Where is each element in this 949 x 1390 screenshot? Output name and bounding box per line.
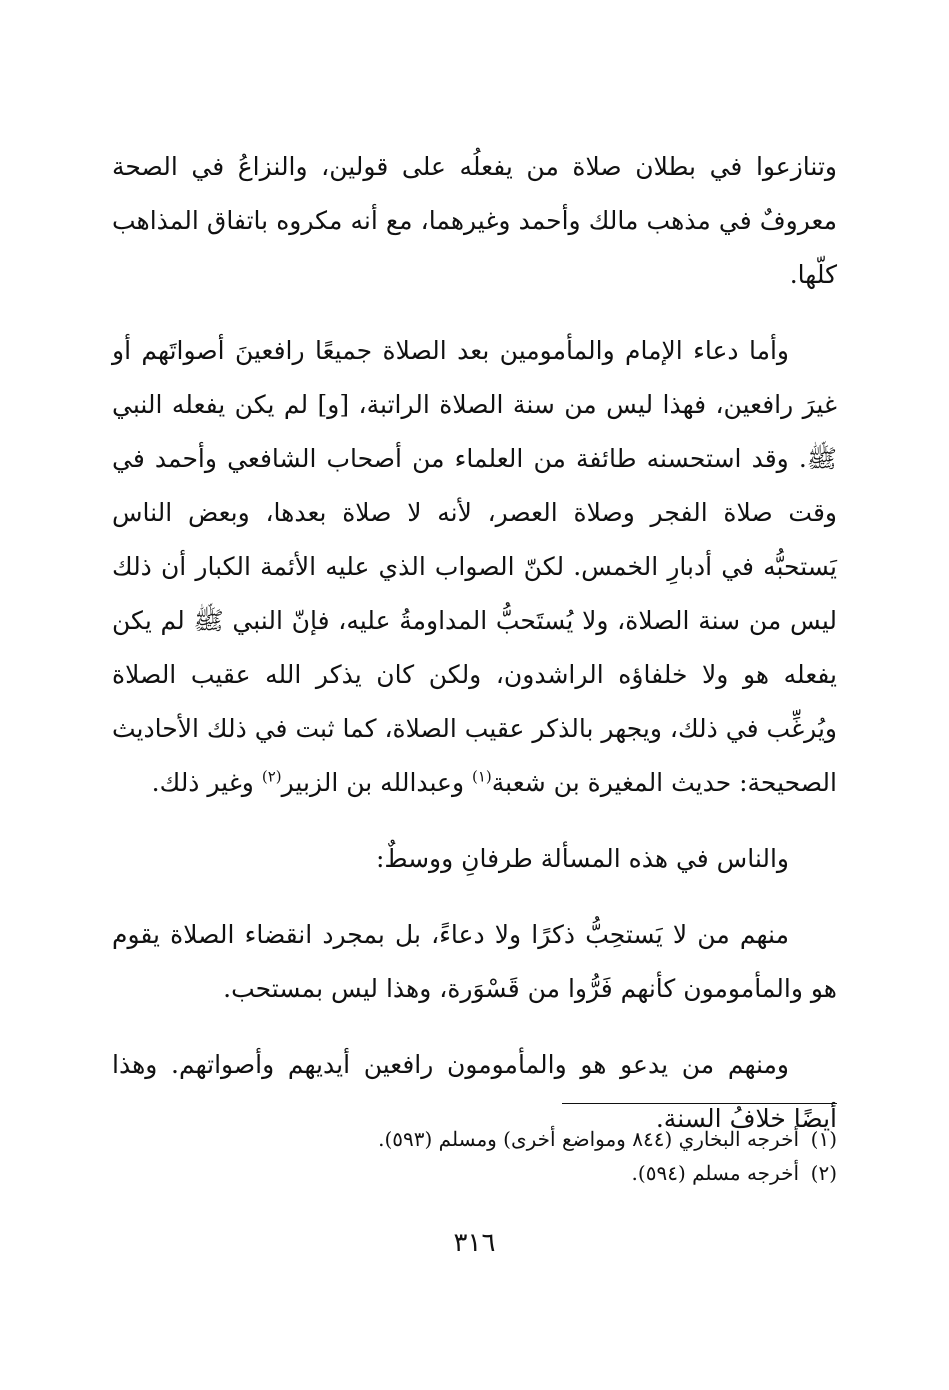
footnote-2-text: أخرجه مسلم (٥٩٤).	[631, 1161, 799, 1185]
footnote-1	[112, 1122, 837, 1156]
paragraph-2-text: وأما دعاء الإمام والمأمومين بعد الصلاة جميعًا رافعينَ أصواتَهم أو غيرَ رافعين، فهذا ليس من سنة الصلاة الراتبة، [و] لم يكن يفعله النبي ﷺ. وقد استحسنه طائفة من العلماء من أصحاب الشافعي وأحمد في وقت صلاة الفجر وصلاة العصر، لأنه لا صلاة بعدها، وبعض الناس يَستحبُّه في أدبارِ الخمس. لكنّ الصواب الذي عليه الأئمة الكبار أن ذلك ليس من سنة الصلاة، ولا يُستَحبُّ المداومةُ عليه، فإنّ النبي ﷺ لم يكن يفعله هو ولا خلفاؤه الراشدون، ولكن كان يذكر الله عقيب الصلاة ويُرغِّب في ذلك، ويجهر بالذكر عقيب الصلاة، كما ثبت في ذلك الأحاديث الصحيحة: حديث المغيرة بن شعبة	[112, 336, 837, 797]
footnote-1-text: أخرجه البخاري (٨٤٤ ومواضع أخرى) ومسلم (٥٩٣).	[378, 1127, 799, 1151]
paragraph-2	[112, 324, 837, 810]
main-text	[112, 140, 837, 1168]
footnote-ref-2: (٢)	[261, 767, 282, 786]
footnote-2-number: (٢)	[810, 1161, 837, 1185]
paragraph-1: وتنازعوا في بطلان صلاة من يفعلُه على قولين، والنزاعُ في الصحة معروفٌ في مذهب مالك وأحمد وغيرهما، مع أنه مكروه باتفاق المذاهب كلّها.	[112, 152, 837, 289]
paragraph-3: والناس في هذه المسألة طرفانِ ووسطٌ:	[375, 844, 789, 873]
footnote-1-number: (١)	[810, 1127, 837, 1151]
paragraph-2-mid: وعبدالله بن الزبير	[281, 768, 472, 797]
footnote-divider	[562, 1103, 837, 1104]
paragraph-2-end: وغير ذلك.	[151, 768, 262, 797]
footnote-ref-1: (١)	[472, 767, 492, 786]
footnote-2	[112, 1156, 837, 1190]
paragraph-5: ومنهم من يدعو هو والمأمومون رافعين أيديهم وأصواتهم. وهذا أيضًا خلافُ السنة.	[112, 1050, 837, 1133]
paragraph-4: منهم من لا يَستحِبُّ ذكرًا ولا دعاءً، بل بمجرد انقضاء الصلاة يقوم هو والمأمومون كأنهم فَرُّوا من قَسْوَرة، وهذا ليس بمستحب.	[112, 920, 837, 1003]
page-number: ٣١٦	[453, 1228, 496, 1258]
footnotes	[112, 1122, 837, 1190]
